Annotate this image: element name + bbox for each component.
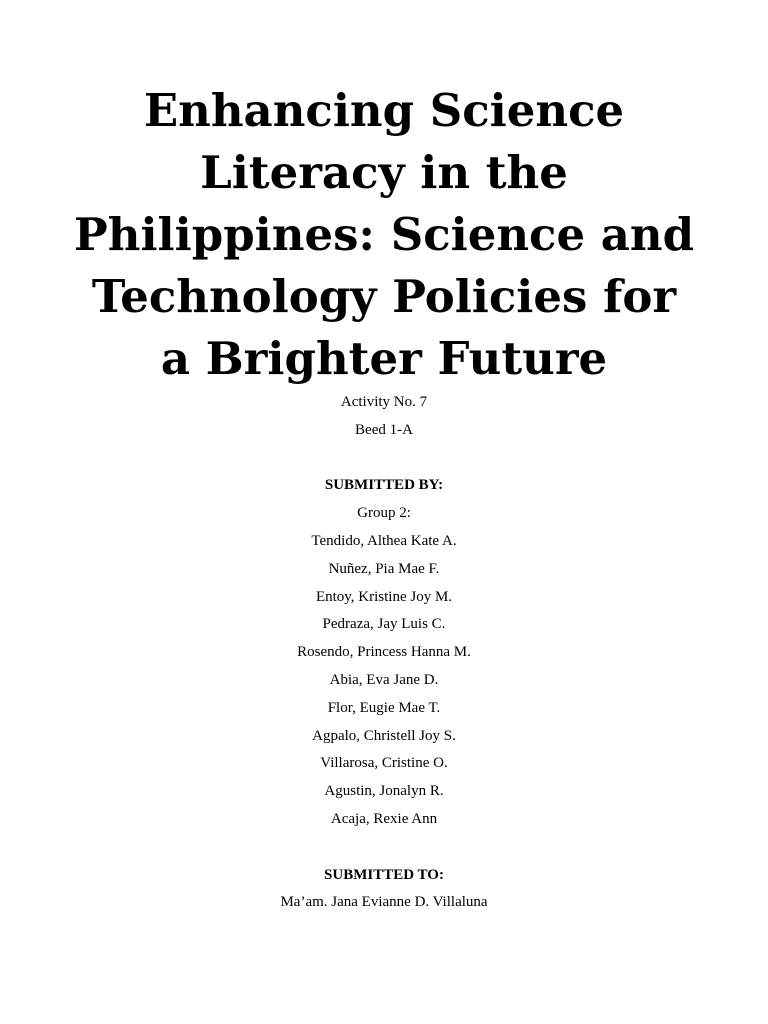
member-name: Agpalo, Christell Joy S. [312, 727, 456, 744]
title-line: Literacy in the [200, 146, 568, 199]
submitted-by-heading: SUBMITTED BY: [324, 477, 444, 494]
title-line: Technology Policies for [91, 270, 677, 323]
member-name: Abia, Eva Jane D. [329, 671, 439, 688]
member-name: Nuñez, Pia Mae F. [328, 560, 440, 577]
document-title [60, 80, 708, 390]
group-label: Group 2: [357, 505, 411, 522]
spacer [0, 834, 768, 862]
title-line: Philippines: Science and [73, 208, 695, 261]
member-name: Tendido, Althea Kate A. [311, 532, 457, 549]
member-name: Pedraza, Jay Luis C. [322, 616, 446, 633]
member-name: Agustin, Jonalyn R. [324, 783, 444, 800]
member-name: Flor, Eugie Mae T. [327, 699, 441, 716]
member-name: Entoy, Kristine Joy M. [315, 588, 453, 605]
instructor-name: Ma’am. Jana Evianne D. Villaluna [280, 894, 488, 911]
activity-number: Activity No. 7 [340, 394, 428, 410]
submitted-to-heading: SUBMITTED TO: [324, 866, 444, 883]
member-name: Rosendo, Princess Hanna M. [297, 644, 471, 661]
document-body [0, 389, 768, 917]
title-line: a Brighter Future [160, 332, 608, 385]
spacer [0, 445, 768, 473]
title-line: Enhancing Science [143, 84, 625, 137]
member-name: Villarosa, Cristine O. [320, 755, 448, 772]
member-name: Acaja, Rexie Ann [330, 810, 438, 827]
section-label: Beed 1-A [355, 421, 413, 438]
member-list [0, 528, 768, 834]
